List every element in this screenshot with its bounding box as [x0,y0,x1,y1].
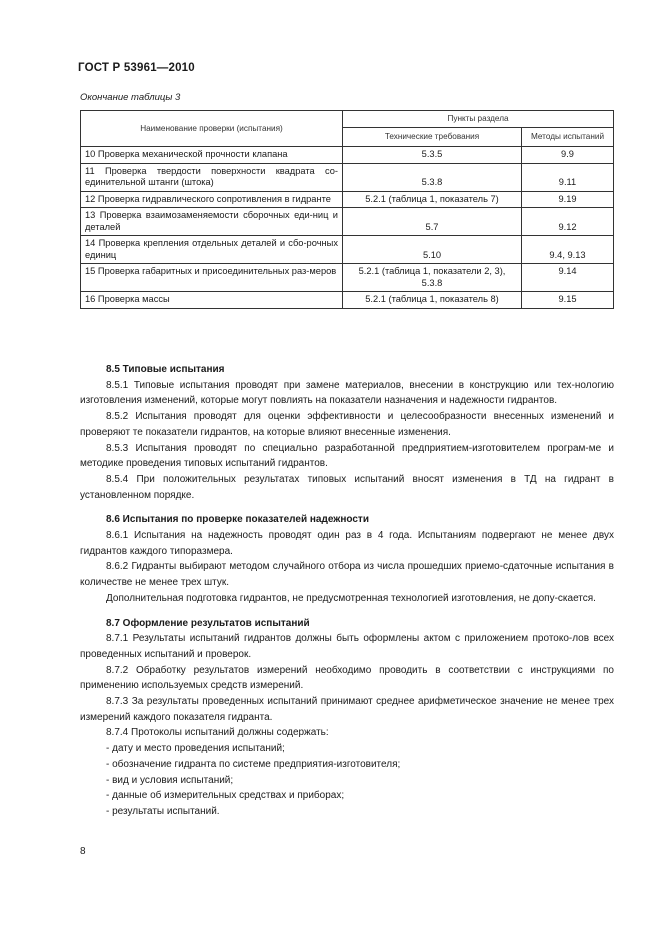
cell-name: 10 Проверка механической прочности клапана [81,147,343,164]
cell-method: 9.11 [522,163,614,191]
paragraph-8-5-4: 8.5.4 При положительных результатах типовых испытаний вносят изменения в ТД на гидрант в установленном порядке. [80,473,614,501]
requirements-table [80,110,614,309]
cell-tech: 5.2.1 (таблица 1, показатель 7) [343,191,522,208]
cell-tech: 5.2.1 (таблица 1, показатели 2, 3), 5.3.8 [343,264,522,292]
cell-tech: 5.10 [343,236,522,264]
cell-method: 9.12 [522,208,614,236]
table-row [81,236,614,264]
paragraph-8-5-1: 8.5.1 Типовые испытания проводят при замене материалов, внесении в конструкцию или тех-нологию изготовления изменений, которые могут повлиять на показатели назначения и надежности гидрантов. [80,379,614,407]
column-header-tech: Технические требования [343,128,522,147]
column-header-group: Пункты раздела [343,111,614,128]
cell-method: 9.15 [522,292,614,309]
document-header: ГОСТ Р 53961—2010 [78,62,195,74]
cell-method: 9.14 [522,264,614,292]
cell-name: 14 Проверка крепления отдельных деталей и сбо-рочных единиц [81,236,343,264]
paragraph-8-5-2: 8.5.2 Испытания проводят для оценки эффективности и целесообразности внесенных изменений и проверяют те показатели гидрантов, на которые влияют внесенные изменения. [80,411,614,438]
cell-name: 11 Проверка твердости поверхности квадрата со-единительной штанги (штока) [81,163,343,191]
column-header-name: Наименование проверки (испытания) [81,111,343,147]
list-item: - вид и условия испытаний; [106,774,234,786]
section-title-8-7: 8.7 Оформление результатов испытаний [106,617,310,629]
cell-tech: 5.2.1 (таблица 1, показатель 8) [343,292,522,309]
list-item: - данные об измерительных средствах и приборах; [106,790,345,802]
paragraph-8-7-1: 8.7.1 Результаты испытаний гидрантов должны быть оформлены актом с приложением протоко-лов всех проведенных испытаний и проверок. [80,633,614,660]
paragraph-8-7-3: 8.7.3 За результаты проведенных испытаний принимают среднее арифметическое значение не менее трех измерений каждого показателя гидранта. [80,696,614,723]
cell-tech: 5.7 [343,208,522,236]
cell-name: 15 Проверка габаритных и присоединительных раз-меров [81,264,343,292]
cell-method: 9.4, 9.13 [522,236,614,264]
cell-method: 9.9 [522,147,614,164]
paragraph-8-7-4: 8.7.4 Протоколы испытаний должны содержать: [106,727,329,739]
table-row [81,264,614,292]
paragraph-8-6-1: 8.6.1 Испытания на надежность проводят один раз в 4 года. Испытаниям подвергают не менее двух гидрантов каждого типоразмера. [80,530,614,557]
cell-method: 9.19 [522,191,614,208]
paragraph-8-7-2: 8.7.2 Обработку результатов измерений необходимо проводить в соответствии с инструкциями по применению используемых средств измерений. [80,664,614,692]
list-item: - дату и место проведения испытаний; [106,743,285,755]
paragraph-8-5-3: 8.5.3 Испытания проводят по специально разработанной предприятием-изготовителем програм-ме и методике проведения типовых испытаний гидрантов. [80,442,614,470]
table-row [81,292,614,309]
body-text [80,362,614,820]
table-row [81,163,614,191]
table-row [81,208,614,236]
cell-tech: 5.3.5 [343,147,522,164]
table-row [81,191,614,208]
cell-name: 13 Проверка взаимозаменяемости сборочных еди-ниц и деталей [81,208,343,236]
table-caption: Окончание таблицы 3 [80,92,181,103]
list-item: - обозначение гидранта по системе предприятия-изготовителя; [106,758,401,770]
paragraph-8-6-3: Дополнительная подготовка гидрантов, не предусмотренная технологией изготовления, не допу-скается. [106,592,596,604]
section-title-8-6: 8.6 Испытания по проверке показателей надежности [106,514,369,526]
cell-tech: 5.3.8 [343,163,522,191]
column-header-methods: Методы испытаний [522,128,614,147]
section-title-8-5: 8.5 Типовые испытания [106,364,225,375]
list-item: - результаты испытаний. [106,805,220,817]
table-row [81,147,614,164]
paragraph-8-6-2: 8.6.2 Гидранты выбирают методом случайного отбора из числа прошедших приемо-сдаточные испытания в количестве не менее трех штук. [80,561,614,589]
cell-name: 16 Проверка массы [81,292,343,309]
cell-name: 12 Проверка гидравлического сопротивления в гидранте [81,191,343,208]
page-number: 8 [80,846,86,857]
